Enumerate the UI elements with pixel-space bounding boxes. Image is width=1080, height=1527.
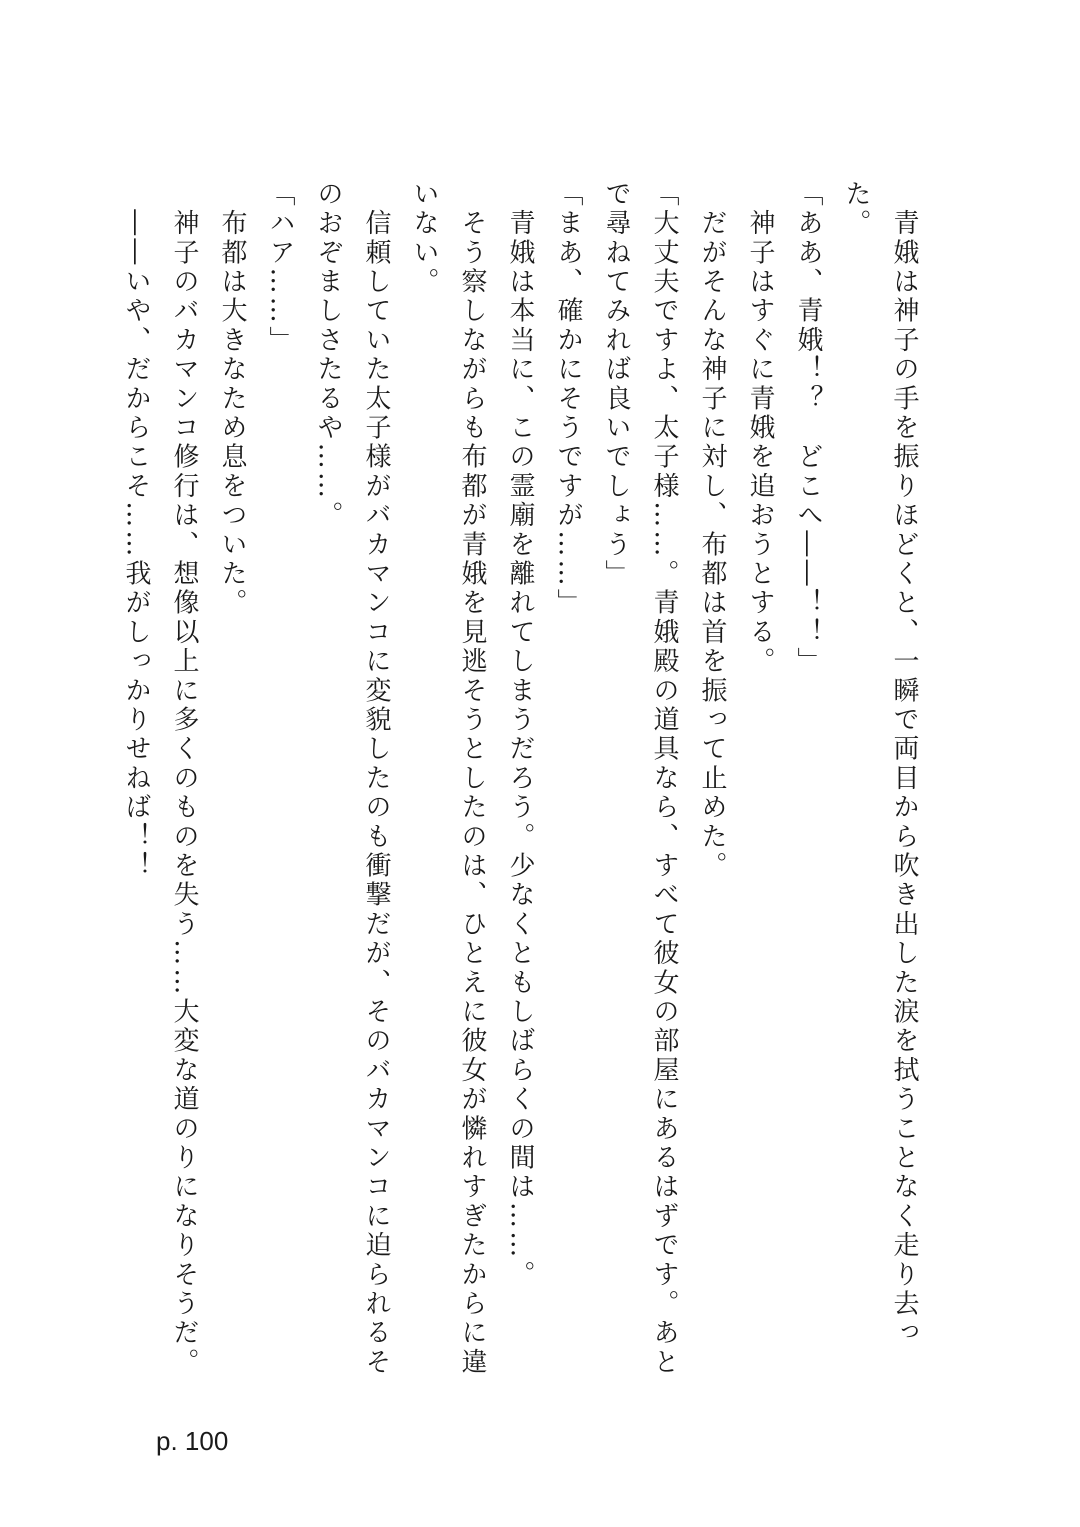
paragraph-3: 神子はすぐに青娥を追おうとする。: [745, 180, 775, 677]
paragraph-5: 「大丈夫ですよ、太子様……。青娥殿の道具なら、すべて彼女の部屋にあるはずです。あとで尋ねてみれば良いでしょう」: [601, 180, 679, 1378]
paragraph-7: 青娥は本当に、この霊廟を離れてしまうだろう。少なくともしばらくの間は……。: [505, 180, 535, 1290]
paragraph-1: 青娥は神子の手を振りほどくと、一瞬で両目から吹き出した涙を拭うことなく走り去った。: [841, 180, 919, 1348]
page-number: p. 100: [156, 1426, 229, 1456]
vertical-text-body: [112, 180, 928, 1400]
paragraph-9: 信頼していた太子様がバカマンコに変貌したのも衝撃だが、そのバカマンコに迫られるそのおぞましさたるや……。: [313, 180, 391, 1378]
paragraph-13: ――いや、だからこそ……我がしっかりせねば！！: [121, 180, 151, 881]
paragraph-2: 「ああ、青娥！？ どこへ――！！」: [793, 180, 823, 677]
paragraph-6: 「まあ、確かにそうですが……」: [553, 180, 583, 618]
paragraph-8: そう察しながらも布都が青娥を見逃そうとしたのは、ひとえに彼女が憐れすぎたからに違いない。: [409, 180, 487, 1378]
paragraph-12: 神子のバカマンコ修行は、想像以上に多くのものを失う……大変な道のりになりそうだ。: [169, 180, 199, 1378]
paragraph-11: 布都は大きなため息をついた。: [217, 180, 247, 618]
paragraph-10: 「ハア……」: [265, 180, 295, 356]
paragraph-4: だがそんな神子に対し、布都は首を振って止めた。: [697, 180, 727, 881]
